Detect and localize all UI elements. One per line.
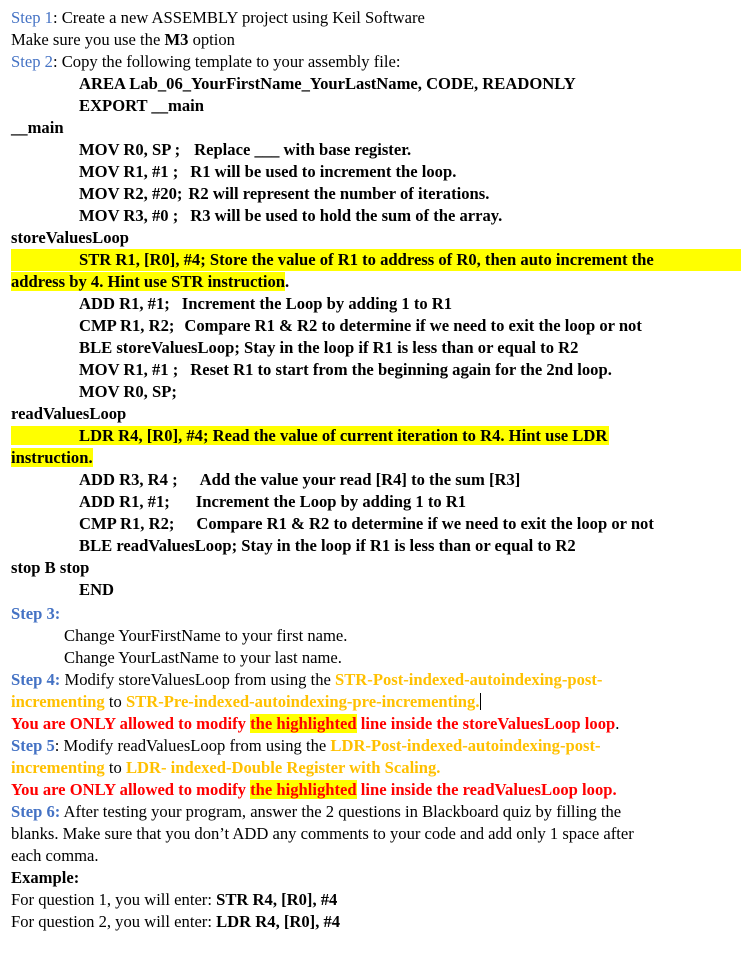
step1-note-suffix: option [188, 30, 235, 49]
code-comment: Increment the Loop by adding 1 to R1 [181, 294, 453, 313]
step1-note-prefix: Make sure you use the [11, 30, 165, 49]
example-q1-prefix: For question 1, you will enter: [11, 890, 217, 909]
code-instruction: MOV R0, SP ; [79, 140, 181, 159]
code-instruction: CMP R1, R2; [79, 514, 175, 533]
warning-store-loop [11, 713, 743, 735]
step4-line-b [11, 691, 743, 713]
code-add2-line [79, 491, 743, 513]
step6-line-c: each comma. [11, 846, 99, 865]
code-add1-line [79, 293, 743, 315]
code-instruction: MOV R1, #1 ; [79, 162, 179, 181]
text-cursor [480, 693, 481, 710]
warning2-highlight: the highlighted [250, 780, 357, 799]
step5-line-a [11, 735, 743, 757]
code-comment: Compare R1 & R2 to determine if we need to exit the loop or not [184, 316, 642, 335]
step6-label: Step 6: [11, 802, 61, 821]
code-stop-line: stop B stop [11, 558, 90, 577]
step3-line2: Change YourLastName to your last name. [64, 648, 342, 667]
code-mov-r1-line [79, 161, 743, 183]
warning2-post: line inside the readValuesLoop loop. [356, 780, 617, 799]
step4-from-mode-cont: incrementing [11, 692, 105, 711]
step3-label: Step 3: [11, 604, 61, 623]
code-instruction: MOV R1, #1 ; [79, 360, 179, 379]
step1-note [11, 29, 743, 51]
example-q2-prefix: For question 2, you will enter: [11, 912, 217, 931]
code-mov-r3-line [79, 205, 743, 227]
step5-from-mode-cont: incrementing [11, 758, 105, 777]
code-ldr-line-b-wrap [11, 447, 743, 469]
code-store-label: storeValuesLoop [11, 228, 130, 247]
code-str-line-b: address by 4. Hint use STR instruction [11, 272, 286, 291]
code-end-line: END [79, 580, 115, 599]
example-q1-answer: STR R4, [R0], #4 [216, 890, 338, 909]
step4-to: to [104, 692, 126, 711]
code-ldr-line-a-wrap [11, 425, 743, 447]
step3-line1: Change YourFirstName to your first name. [64, 626, 348, 645]
code-export-line: EXPORT __main [79, 96, 204, 115]
step1-line [11, 7, 743, 29]
code-ble2-line: BLE readValuesLoop; Stay in the loop if R1 is less than or equal to R2 [79, 536, 576, 555]
code-instruction: CMP R1, R2; [79, 316, 175, 335]
code-add-r3-line [79, 469, 743, 491]
code-mov-r0-line [79, 139, 743, 161]
step4-line-a [11, 669, 743, 691]
code-mov-r0-sp-line: MOV R0, SP; [79, 382, 177, 401]
code-comment: R2 will represent the number of iterations. [188, 184, 490, 203]
code-str-line-b-wrap [11, 271, 743, 293]
example-q2 [11, 911, 743, 933]
code-ldr-line-b: instruction. [11, 448, 93, 467]
code-ble1-line: BLE storeValuesLoop; Stay in the loop if R1 is less than or equal to R2 [79, 338, 579, 357]
step5-line-b [11, 757, 743, 779]
code-comment: Add the value your read [R4] to the sum [R3] [199, 470, 521, 489]
code-ldr-line-a: LDR R4, [R0], #4; Read the value of current iteration to R4. Hint use LDR [11, 426, 609, 445]
step5-label: Step 5 [11, 736, 55, 755]
example-q1 [11, 889, 743, 911]
warning1-pre: You are ONLY allowed to modify [11, 714, 251, 733]
code-mov-reset-line [79, 359, 743, 381]
code-comment: R1 will be used to increment the loop. [190, 162, 457, 181]
step2-text: : Copy the following template to your assembly file: [52, 52, 401, 71]
step1-label: Step 1 [11, 8, 53, 27]
code-mov-r2-line [79, 183, 743, 205]
code-instruction: MOV R2, #20; [79, 184, 183, 203]
step5-from-mode: LDR-Post-indexed-autoindexing-post- [330, 736, 601, 755]
code-instruction: MOV R3, #0 ; [79, 206, 179, 225]
code-comment: Compare R1 & R2 to determine if we need to exit the loop or not [196, 514, 654, 533]
example-heading: Example: [11, 868, 80, 887]
code-str-line-b-tail: . [285, 272, 290, 291]
code-comment: Reset R1 to start from the beginning again for the 2nd loop. [190, 360, 612, 379]
warning2-pre: You are ONLY allowed to modify [11, 780, 251, 799]
code-read-label: readValuesLoop [11, 404, 127, 423]
code-main-label: __main [11, 118, 64, 137]
code-cmp1-line [79, 315, 743, 337]
warning1-post: line inside the storeValuesLoop loop [356, 714, 616, 733]
step4-from-mode: STR-Post-indexed-autoindexing-post- [335, 670, 603, 689]
step4-text: Modify storeValuesLoop from using the [60, 670, 336, 689]
warning1-highlight: the highlighted [250, 714, 357, 733]
code-instruction: ADD R3, R4 ; [79, 470, 178, 489]
step5-text: : Modify readValuesLoop from using the [54, 736, 331, 755]
step1-text: : Create a new ASSEMBLY project using Keil Software [52, 8, 425, 27]
step1-note-option: M3 [164, 30, 189, 49]
code-area-line: AREA Lab_06_YourFirstName_YourLastName, CODE, READONLY [79, 74, 576, 93]
code-comment: R3 will be used to hold the sum of the array. [190, 206, 503, 225]
step4-target-mode: STR-Pre-indexed-autoindexing-pre-incrementing. [125, 692, 480, 711]
code-instruction: ADD R1, #1; [79, 294, 170, 313]
step2-line [11, 51, 743, 73]
step4-label: Step 4: [11, 670, 61, 689]
code-cmp2-line [79, 513, 743, 535]
step2-label: Step 2 [11, 52, 53, 71]
code-str-highlight-bar [11, 249, 741, 271]
warning1-tail: . [615, 714, 620, 733]
code-comment: Increment the Loop by adding 1 to R1 [195, 492, 467, 511]
example-q2-answer: LDR R4, [R0], #4 [216, 912, 341, 931]
step5-target-mode: LDR- indexed-Double Register with Scaling. [125, 758, 441, 777]
code-str-line-a: STR R1, [R0], #4; Store the value of R1 to address of R0, then auto increment the [11, 249, 741, 271]
step5-to: to [104, 758, 126, 777]
warning-read-loop [11, 779, 743, 801]
step6-line-b: blanks. Make sure that you don’t ADD any comments to your code and add only 1 space after [11, 824, 634, 843]
code-comment: Replace ___ with base register. [194, 140, 412, 159]
step6-line-a [11, 801, 743, 823]
step6-text-a: After testing your program, answer the 2 questions in Blackboard quiz by filling the [60, 802, 622, 821]
code-instruction: ADD R1, #1; [79, 492, 170, 511]
